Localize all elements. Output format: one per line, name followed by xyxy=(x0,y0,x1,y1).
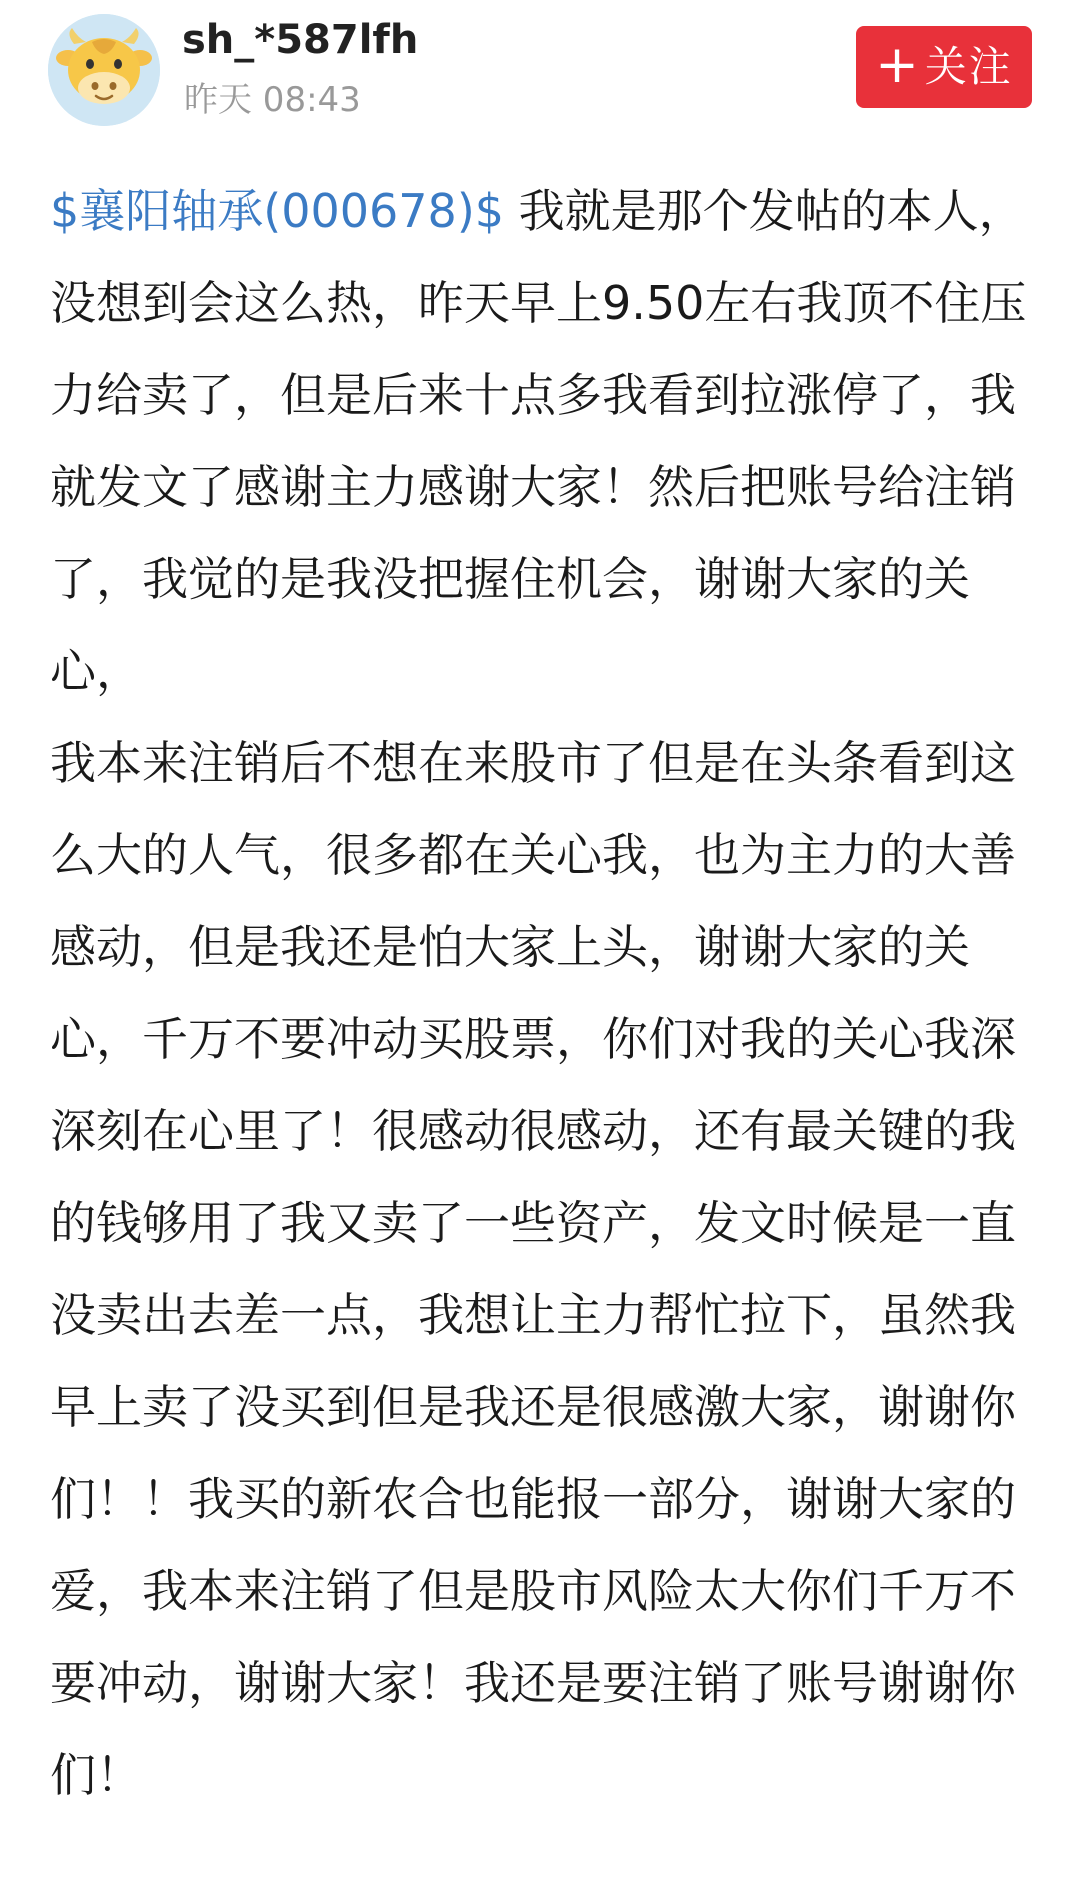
follow-button[interactable] xyxy=(856,26,1032,108)
stock-tag-link[interactable]: $襄阳轴承(000678)$ xyxy=(50,184,505,238)
post-time: 昨天 08:43 xyxy=(184,80,361,120)
cow-face-avatar-icon[interactable] xyxy=(48,14,160,126)
post-paragraph-1 xyxy=(50,165,1036,717)
post-header xyxy=(0,0,1080,140)
username[interactable]: sh_*587lfh xyxy=(182,17,419,63)
plus-icon: + xyxy=(875,35,919,95)
follow-button-label: 关注 xyxy=(924,42,1013,91)
post-paragraph-2: 我本来注销后不想在来股市了但是在头条看到这么大的人气，很多都在关心我，也为主力的大善感动，但是我还是怕大家上头，谢谢大家的关心，千万不要冲动买股票，你们对我的关心我深深刻在心里了！很感动很感动，还有最关键的我的钱够用了我又卖了一些资产，发文时候是一直没卖出去差一点，我想让主力帮忙拉下，虽然我早上卖了没买到但是我还是很感激大家，谢谢你们！！我买的新农合也能报一部分，谢谢大家的爱，我本来注销了但是股市风险太大你们千万不要冲动，谢谢大家！我还是要注销了账号谢谢你们！ xyxy=(50,736,1016,1802)
post-body xyxy=(50,165,1036,1821)
post-paragraph-1-text: 我就是那个发帖的本人，没想到会这么热，昨天早上9.50左右我顶不住压力给卖了，但是后来十点多我看到拉涨停了，我就发文了感谢主力感谢大家！然后把账号给注销了，我觉的是我没把握住机会，谢谢大家的关心， xyxy=(50,184,1027,698)
